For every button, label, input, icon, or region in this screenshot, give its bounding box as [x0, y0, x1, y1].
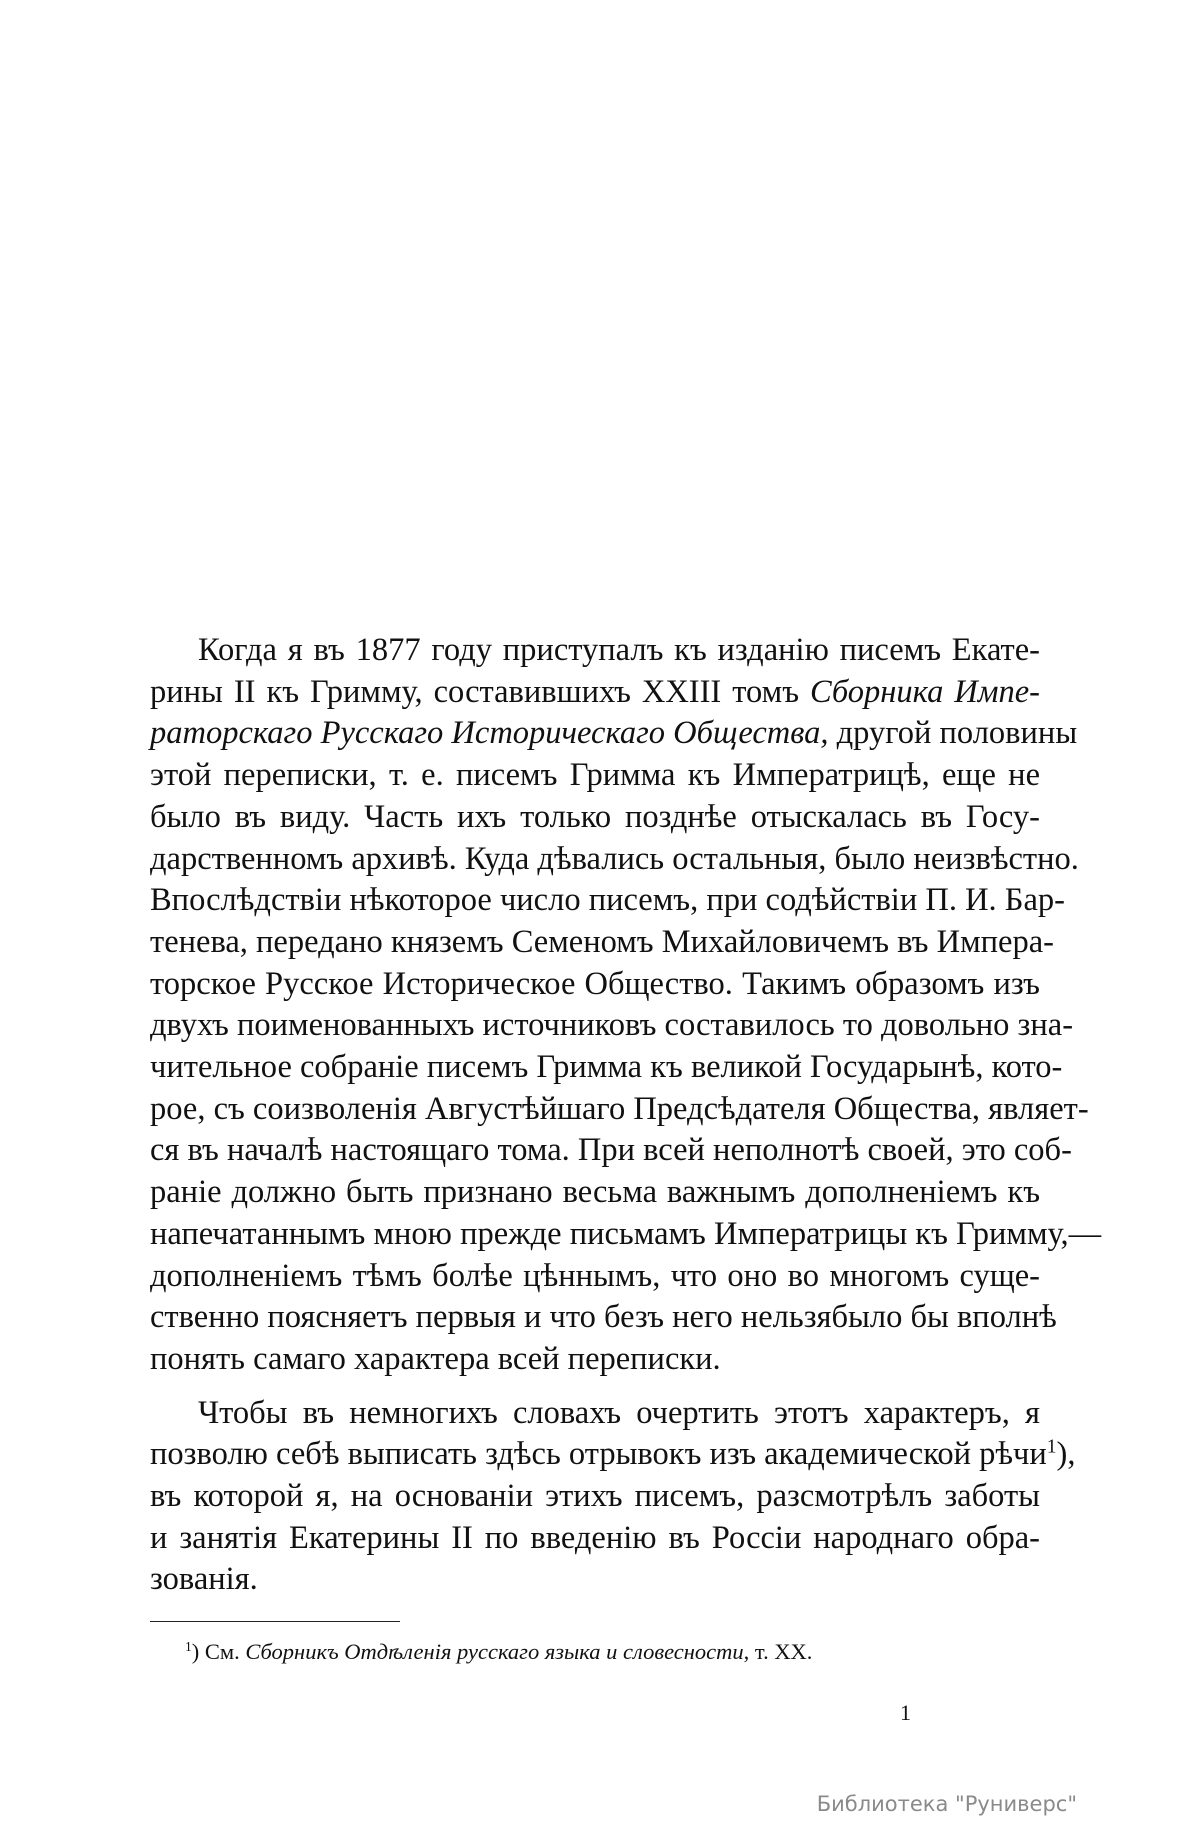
text-line: ственно поясняетъ первыя и что безъ него нельзябыло бы вполнѣ	[150, 1299, 1057, 1336]
text-line: было въ виду. Часть ихъ только позднѣе отыскалась въ Госу-	[150, 798, 1040, 835]
text-line: раніе должно быть признано весьма важнымъ дополненіемъ къ	[150, 1174, 1040, 1211]
footnote-prefix: См.	[199, 1639, 246, 1664]
text-line: и занятія Екатерины II по введенію въ Россіи народнаго обра-	[150, 1519, 1040, 1556]
text-line: дополненіемъ тѣмъ болѣе цѣннымъ, что оно во многомъ суще-	[150, 1257, 1040, 1294]
text-run: другой половины	[828, 715, 1078, 752]
text-line: понять самаго характера всей переписки.	[150, 1340, 721, 1377]
footnote-ref: 1	[1046, 1436, 1057, 1458]
text-run: позволю себѣ выписать здѣсь отрывокъ изъ академической рѣчи	[150, 1436, 1047, 1473]
text-line: напечатаннымъ мною прежде письмамъ Императрицы къ Гримму,—	[150, 1215, 1102, 1252]
text-run: рины II къ Гримму, составившихъ XXIII томъ	[150, 673, 810, 710]
text-line: тенева, передано княземъ Семеномъ Михайловичемъ въ Импера-	[150, 923, 1054, 960]
text-line: ся въ началѣ настоящаго тома. При всей неполнотѣ своей, это соб-	[150, 1132, 1072, 1169]
paragraph-1	[150, 630, 1102, 1381]
library-watermark: Библиотека "Руниверс"	[816, 1792, 1077, 1816]
page-number: 1	[900, 1700, 911, 1725]
text-line	[150, 672, 1040, 714]
italic-title: Сборника Импе-	[809, 673, 1040, 710]
text-line: дарственномъ архивѣ. Куда дѣвались остальныя, было неизвѣстно.	[150, 840, 1079, 877]
footnote-divider	[150, 1621, 400, 1622]
text-line: двухъ поименованныхъ источниковъ составилось то довольно зна-	[150, 1007, 1074, 1044]
footnote-paren: )	[191, 1639, 200, 1664]
text-run: ),	[1056, 1436, 1076, 1473]
footnote-marker: 1	[185, 1638, 192, 1654]
text-line: этой переписки, т. е. писемъ Гримма къ Императрицѣ, еще не	[150, 757, 1040, 794]
text-line: въ которой я, на основаніи этихъ писемъ, разсмотрѣлъ заботы	[150, 1478, 1040, 1515]
text-line: рое, съ соизволенія Августѣйшаго Предсѣдателя Общества, являет-	[150, 1090, 1089, 1127]
text-line: торское Русское Историческое Общество. Такимъ образомъ изъ	[150, 965, 1040, 1002]
text-line	[150, 1434, 1076, 1476]
text-line: Когда я въ 1877 году приступалъ къ изданію писемъ Екате-	[198, 632, 1040, 668]
text-line	[150, 713, 1078, 755]
footnote-suffix: , т. XX.	[743, 1639, 813, 1664]
text-line: чительное собраніе писемъ Гримма къ великой Государынѣ, кото-	[150, 1049, 1063, 1086]
text-line: Чтобы въ немногихъ словахъ очертить этотъ характеръ, я	[198, 1394, 1040, 1431]
paragraph-2	[150, 1393, 1076, 1602]
footnote	[185, 1638, 812, 1666]
text-line: Впослѣдствіи нѣкоторое число писемъ, при содѣйствіи П. И. Бар-	[150, 882, 1065, 919]
footnote-title: Сборникъ Отдѣленія русскаго языка и словесности	[245, 1639, 744, 1664]
main-text	[150, 630, 1102, 1601]
text-line: зованія.	[150, 1561, 258, 1598]
italic-title: раторскаго Русскаго Историческаго Общества,	[150, 715, 829, 752]
